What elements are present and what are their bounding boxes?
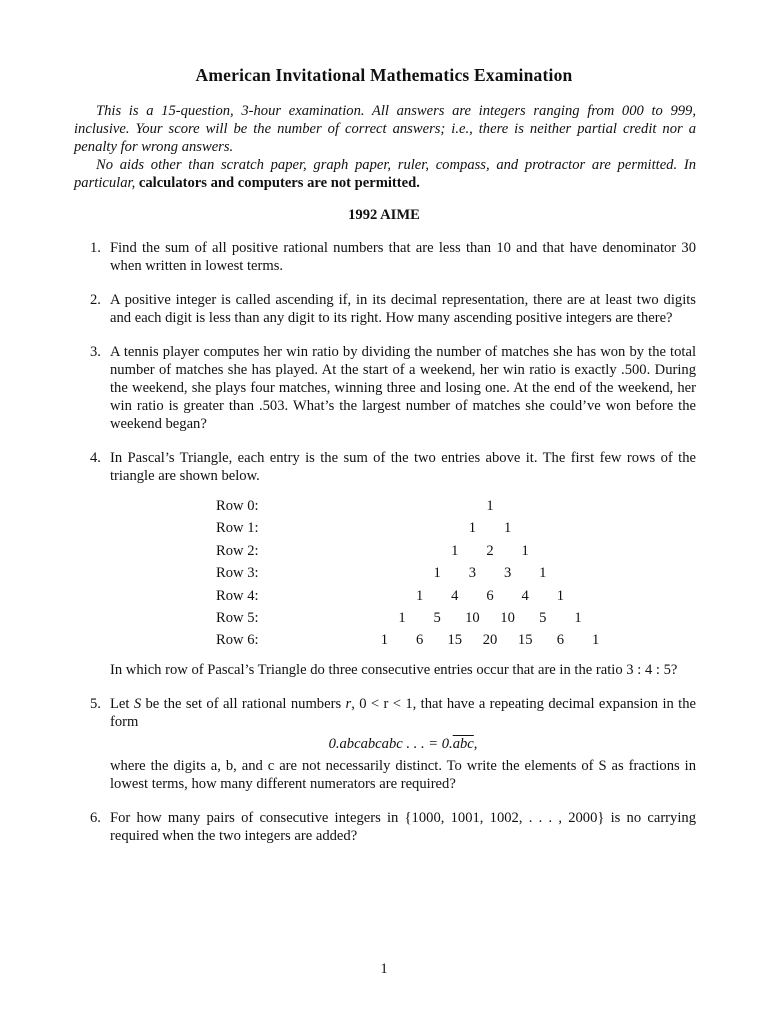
repeating-decimal-equation <box>110 735 696 753</box>
pascal-triangle-table <box>110 497 696 651</box>
math-inequality: , 0 < r < 1 <box>351 696 413 712</box>
section-title: 1992 AIME <box>348 207 420 223</box>
equation-tail: , <box>473 736 478 752</box>
problem-number: 1. <box>90 240 101 256</box>
pascal-entry: 6 <box>556 632 565 649</box>
equation-left: 0.abcabcabc . . . = 0. <box>328 736 453 752</box>
pascal-row-label: Row 3: <box>216 565 259 582</box>
pascal-row <box>110 542 696 564</box>
problem-number: 6. <box>90 810 101 826</box>
pascal-entry: 1 <box>591 632 600 649</box>
pascal-entry: 1 <box>556 587 565 604</box>
problem-text-part: be the set of all rational numbers <box>141 696 346 712</box>
instructions-paragraph-2 <box>74 156 696 192</box>
pascal-row <box>110 519 696 541</box>
problem-number: 5. <box>90 696 101 712</box>
pascal-entry: 5 <box>433 610 441 626</box>
pascal-row-label: Row 4: <box>216 587 259 604</box>
problem-text <box>110 695 696 731</box>
problem-text: A positive integer is called ascending if, in its decimal representation, there are at least two digits and each digit is less than any digit to its right. How many ascending positive integers are there? <box>110 292 696 326</box>
problem-4 <box>74 449 696 679</box>
pascal-entry: 4 <box>521 587 529 604</box>
pascal-entry: 20 <box>482 632 498 649</box>
pascal-entry: 3 <box>468 565 477 582</box>
pascal-entry: 1 <box>468 520 477 537</box>
pascal-entry: 1 <box>521 542 529 559</box>
math-variable: S <box>133 696 142 712</box>
pascal-row-label: Row 6: <box>216 632 259 649</box>
pascal-entry: 4 <box>451 587 459 604</box>
pascal-entry: 1 <box>486 498 494 514</box>
problem-text: A tennis player computes her win ratio by dividing the number of matches she has won by the total number of matches she has played. At the start of a weekend, her win ratio is exactly .500. During the weekend, she plays four matches, winning three and losing one. At the end of the weekend, her win ratio is greater than .503. What’s the largest number of matches she could’ve won before the weekend began? <box>110 344 696 432</box>
problem-3 <box>74 343 696 433</box>
pascal-entry: 1 <box>503 520 512 537</box>
problem-5 <box>74 695 696 793</box>
problem-number: 3. <box>90 344 101 360</box>
pascal-entry: 2 <box>486 542 494 559</box>
pascal-entry: 6 <box>486 587 494 604</box>
pascal-row-label: Row 5: <box>216 610 259 626</box>
pascal-entry: 15 <box>517 632 533 649</box>
pascal-entry: 1 <box>574 610 582 626</box>
instructions-paragraph-2-text: No aids other than scratch paper, graph paper, ruler, compass, and protractor are permitted. In particular, <box>74 157 696 191</box>
problem-1 <box>74 239 696 275</box>
pascal-row <box>110 631 696 653</box>
pascal-entry: 1 <box>433 565 441 582</box>
problem-6 <box>74 809 696 845</box>
problem-list <box>74 239 696 861</box>
pascal-entry: 6 <box>415 632 424 649</box>
pascal-entry: 15 <box>447 632 463 649</box>
pascal-entry: 1 <box>539 565 547 582</box>
problem-number: 2. <box>90 292 101 308</box>
problem-number: 4. <box>90 450 101 466</box>
pascal-entry: 10 <box>500 610 515 626</box>
instructions-bold-warning: calculators and computers are not permitted. <box>138 175 420 191</box>
problem-text-part: , that have a repeating decimal expansion in the form <box>110 696 696 730</box>
problem-followup: where the digits a, b, and c are not necessarily distinct. To write the elements of S as fractions in lowest terms, how many different numerators are required? <box>110 758 696 792</box>
problem-text: In Pascal’s Triangle, each entry is the sum of the two entries above it. The first few rows of the triangle are shown below. <box>110 450 696 484</box>
problem-text-part: Let <box>110 696 134 712</box>
pascal-entry: 3 <box>503 565 512 582</box>
pascal-row <box>110 587 696 609</box>
problem-text: For how many pairs of consecutive integers in {1000, 1001, 1002, . . . , 2000} is no carrying required when the two integers are added? <box>110 810 696 844</box>
pascal-entry: 5 <box>539 610 547 626</box>
pascal-row <box>110 497 696 519</box>
problem-followup: In which row of Pascal’s Triangle do three consecutive entries occur that are in the ratio 3 : 4 : 5? <box>110 662 678 678</box>
problem-2 <box>74 291 696 327</box>
pascal-row <box>110 609 696 631</box>
pascal-row-label: Row 1: <box>216 520 259 537</box>
pascal-entry: 10 <box>465 610 480 626</box>
equation-overline: $\overline{abc}$ <box>452 736 474 752</box>
instructions-paragraph-1: This is a 15-question, 3-hour examination. All answers are integers ranging from 000 to 999, inclusive. Your score will be the number of correct answers; i.e., there is neither partial credit nor a penalty for wrong answers. <box>74 103 696 155</box>
pascal-entry: 1 <box>380 632 389 649</box>
pascal-entry: 1 <box>451 542 459 559</box>
pascal-entry: 1 <box>415 587 424 604</box>
pascal-row-label: Row 0: <box>216 498 259 514</box>
instructions <box>74 102 696 192</box>
math-variable: r <box>345 696 352 712</box>
pascal-entry: 1 <box>398 610 406 626</box>
problem-text: Find the sum of all positive rational numbers that are less than 10 and that have denominator 30 when written in lowest terms. <box>110 240 696 274</box>
page-title: American Invitational Mathematics Examination <box>195 65 573 85</box>
pascal-row-label: Row 2: <box>216 542 259 559</box>
pascal-row <box>110 564 696 586</box>
page-number: 1 <box>380 961 388 977</box>
